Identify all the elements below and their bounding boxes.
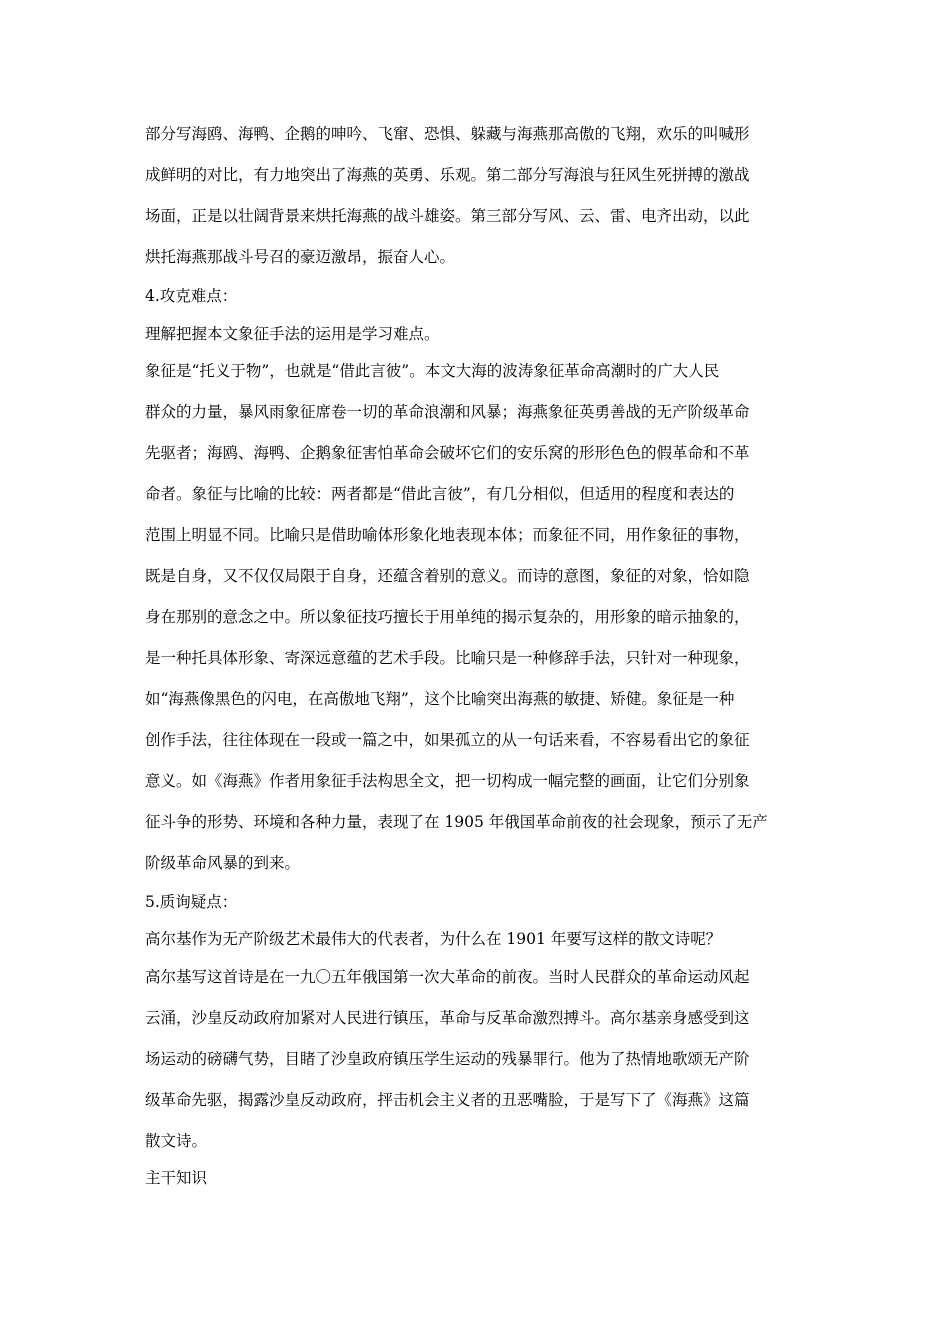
- text-line: 高尔基写这首诗是在一九〇五年俄国第一次大革命的前夜。当时人民群众的革命运动风起: [145, 968, 750, 986]
- text-line: 身在那别的意念之中。所以象征技巧擅长于用单纯的揭示复杂的，用形象的暗示抽象的，: [145, 608, 750, 626]
- section-question: 高尔基作为无产阶级艺术最伟大的代表者，为什么在 1901 年要写这样的散文诗呢？: [145, 930, 722, 948]
- text-line: 级革命先驱，揭露沙皇反动政府，抨击机会主义者的丑恶嘴脸，于是写下了《海燕》这篇: [145, 1091, 750, 1109]
- text-line: 意义。如《海燕》作者用象征手法构思全文，把一切构成一幅完整的画面，让它们分别象: [145, 772, 750, 790]
- text-line: 阶级革命风暴的到来。: [145, 854, 301, 872]
- section-heading: 5.质询疑点：: [145, 893, 238, 911]
- text-line: 既是自身，又不仅仅局限于自身，还蕴含着别的意义。而诗的意图，象征的对象，恰如隐: [145, 567, 750, 585]
- text-line: 散文诗。: [145, 1132, 208, 1150]
- text-line: 是一种托具体形象、寄深远意蕴的艺术手段。比喻只是一种修辞手法，只针对一种现象，: [145, 649, 750, 667]
- text-line: 场运动的磅礴气势，目睹了沙皇政府镇压学生运动的残暴罪行。他为了热情地歌颂无产阶: [145, 1050, 750, 1068]
- section-intro: 理解把握本文象征手法的运用是学习难点。: [145, 325, 440, 343]
- text-line: 群众的力量，暴风雨象征席卷一切的革命浪潮和风暴；海燕象征英勇善战的无产阶级革命: [145, 403, 750, 421]
- text-line: 先驱者；海鸥、海鸭、企鹅象征害怕革命会破坏它们的安乐窝的形形色色的假革命和不革: [145, 444, 750, 462]
- text-line: 部分写海鸥、海鸭、企鹅的呻吟、飞窜、恐惧、躲藏与海燕那高傲的飞翔，欢乐的叫喊形: [145, 125, 750, 143]
- text-line: 创作手法，往往体现在一段或一篇之中，如果孤立的从一句话来看，不容易看出它的象征: [145, 731, 750, 749]
- section-heading: 4.攻克难点：: [145, 287, 238, 305]
- footer-heading: 主干知识: [145, 1169, 208, 1187]
- text-line: 命者。象征与比喻的比较：两者都是“借此言彼”，有几分相似，但适用的程度和表达的: [145, 485, 735, 503]
- text-line: 如“海燕像黑色的闪电，在高傲地飞翔”，这个比喻突出海燕的敏捷、矫健。象征是一种: [145, 690, 735, 708]
- text-line: 征斗争的形势、环境和各种力量，表现了在 1905 年俄国革命前夜的社会现象，预示了无产: [145, 813, 768, 831]
- text-line: 象征是“托义于物”，也就是“借此言彼”。本文大海的波涛象征革命高潮时的广大人民: [145, 362, 720, 380]
- text-line: 烘托海燕那战斗号召的豪迈激昂，振奋人心。: [145, 248, 456, 266]
- text-line: 场面，正是以壮阔背景来烘托海燕的战斗雄姿。第三部分写风、云、雷、电齐出动，以此: [145, 207, 750, 225]
- text-line: 范围上明显不同。比喻只是借助喻体形象化地表现本体；而象征不同，用作象征的事物，: [145, 526, 750, 544]
- text-line: 成鲜明的对比，有力地突出了海燕的英勇、乐观。第二部分写海浪与狂风生死拼搏的激战: [145, 166, 750, 184]
- text-line: 云涌，沙皇反动政府加紧对人民进行镇压，革命与反革命激烈搏斗。高尔基亲身感受到这: [145, 1009, 750, 1027]
